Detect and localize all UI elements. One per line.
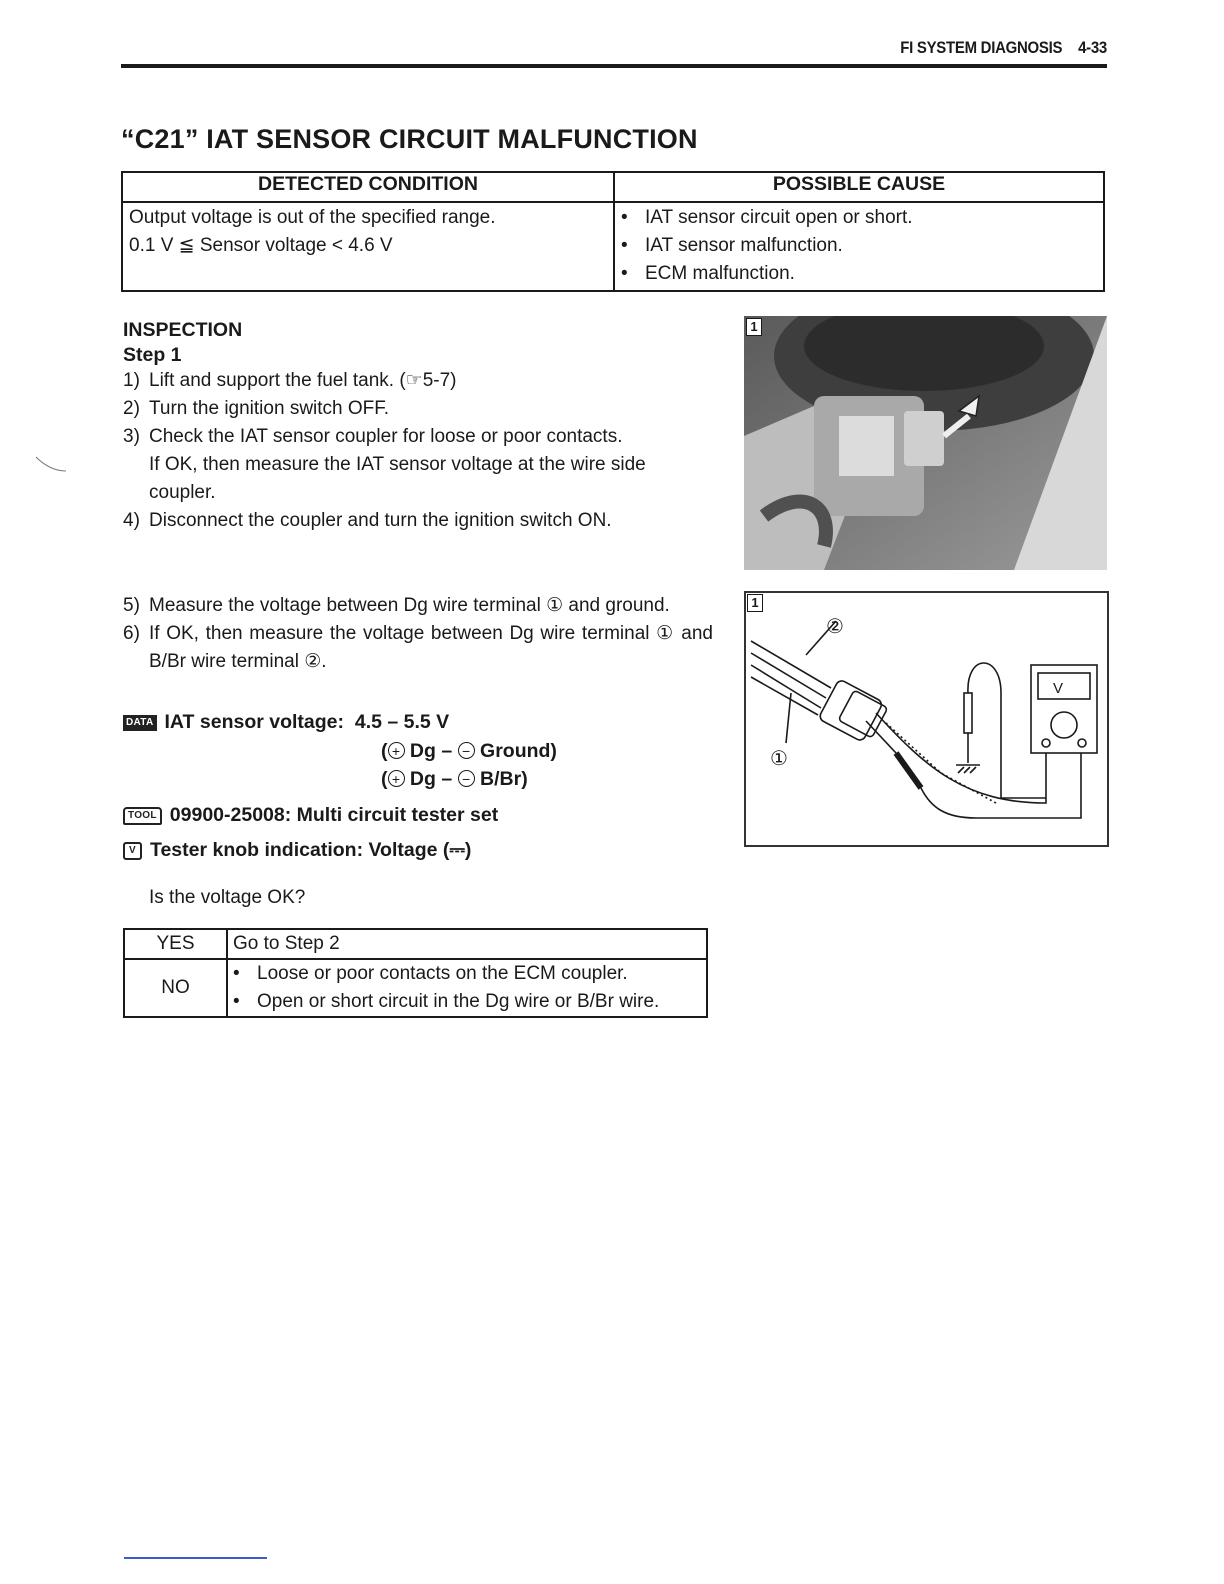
- wiring-diagram: [744, 591, 1109, 847]
- margin-mark: [34, 455, 68, 473]
- step-list-1: [123, 367, 713, 535]
- terminal-1-label: ①: [770, 746, 788, 770]
- no-item: • Open or short circuit in the Dg wire or B/Br wire.: [233, 988, 701, 1016]
- spec-pair-bbr: ( + Dg – − B/Br): [381, 768, 528, 790]
- no-label: NO: [124, 959, 227, 1017]
- yes-no-table: [123, 928, 708, 1018]
- tool-icon: TOOL: [123, 807, 162, 825]
- tester-knob-icon: V: [123, 842, 142, 860]
- step-list-2: [123, 592, 713, 676]
- possible-cause-cell: [614, 202, 1104, 291]
- step-item: 2) Turn the ignition switch OFF.: [123, 398, 390, 419]
- question-text: Is the voltage OK?: [149, 887, 306, 908]
- plus-icon: +: [388, 742, 405, 759]
- tool-spec: TOOL 09900-25008: Multi circuit tester set: [123, 804, 498, 827]
- condition-line: Output voltage is out of the specified range.: [129, 207, 496, 228]
- step-item: 4) Disconnect the coupler and turn the ignition switch ON.: [123, 510, 612, 531]
- knob-spec: V Tester knob indication: Voltage (⎓): [123, 839, 471, 862]
- figure-tag: 1: [746, 318, 762, 336]
- no-cell: [227, 959, 707, 1017]
- figure-tag: 1: [747, 594, 763, 612]
- engine-photo-graphic: [744, 316, 1107, 570]
- cause-item: • ECM malfunction.: [621, 260, 1097, 288]
- no-item: • Loose or poor contacts on the ECM coupler.: [233, 960, 701, 988]
- step-title: Step 1: [123, 344, 182, 366]
- terminal-2-label: ②: [826, 614, 844, 638]
- step-item: 3) Check the IAT sensor coupler for loose or poor contacts. If OK, then measure the IAT sensor voltage at the wire side coupler.: [123, 423, 713, 507]
- meter-label: V: [1052, 680, 1064, 697]
- engine-photo: [744, 316, 1107, 570]
- detected-condition-cell: [122, 202, 614, 291]
- yes-text: Go to Step 2: [227, 929, 707, 959]
- section-name: FI SYSTEM DIAGNOSIS: [900, 38, 1063, 57]
- header-rule: [121, 64, 1107, 68]
- footer-rule: [124, 1557, 267, 1559]
- minus-icon: −: [458, 770, 475, 787]
- condition-table: [121, 171, 1105, 292]
- possible-cause-header: POSSIBLE CAUSE: [614, 172, 1104, 202]
- running-header: [900, 38, 1107, 58]
- inspection-heading: INSPECTION: [123, 319, 243, 341]
- cause-item: • IAT sensor malfunction.: [621, 232, 1097, 260]
- yes-label: YES: [124, 929, 227, 959]
- step-item: 6) If OK, then measure the voltage between Dg wire terminal ① and B/Br wire terminal ②.: [123, 623, 713, 672]
- data-icon: DATA: [123, 715, 157, 731]
- wiring-diagram-graphic: [746, 593, 1107, 845]
- condition-line: 0.1 V ≦ Sensor voltage < 4.6 V: [129, 235, 393, 256]
- cause-item: • IAT sensor circuit open or short.: [621, 204, 1097, 232]
- detected-condition-header: DETECTED CONDITION: [122, 172, 614, 202]
- plus-icon: +: [388, 770, 405, 787]
- page-title: “C21” IAT SENSOR CIRCUIT MALFUNCTION: [121, 124, 698, 154]
- step-item: 1) Lift and support the fuel tank. (☞5-7): [123, 370, 457, 391]
- voltage-spec: DATA IAT sensor voltage: 4.5 – 5.5 V: [123, 711, 449, 734]
- step-item: 5) Measure the voltage between Dg wire terminal ① and ground.: [123, 595, 670, 616]
- page-number: 4-33: [1078, 38, 1107, 57]
- step-continuation: If OK, then measure the IAT sensor voltage at the wire side coupler.: [149, 454, 646, 503]
- minus-icon: −: [458, 742, 475, 759]
- spec-pair-ground: ( + Dg – − Ground): [381, 740, 557, 762]
